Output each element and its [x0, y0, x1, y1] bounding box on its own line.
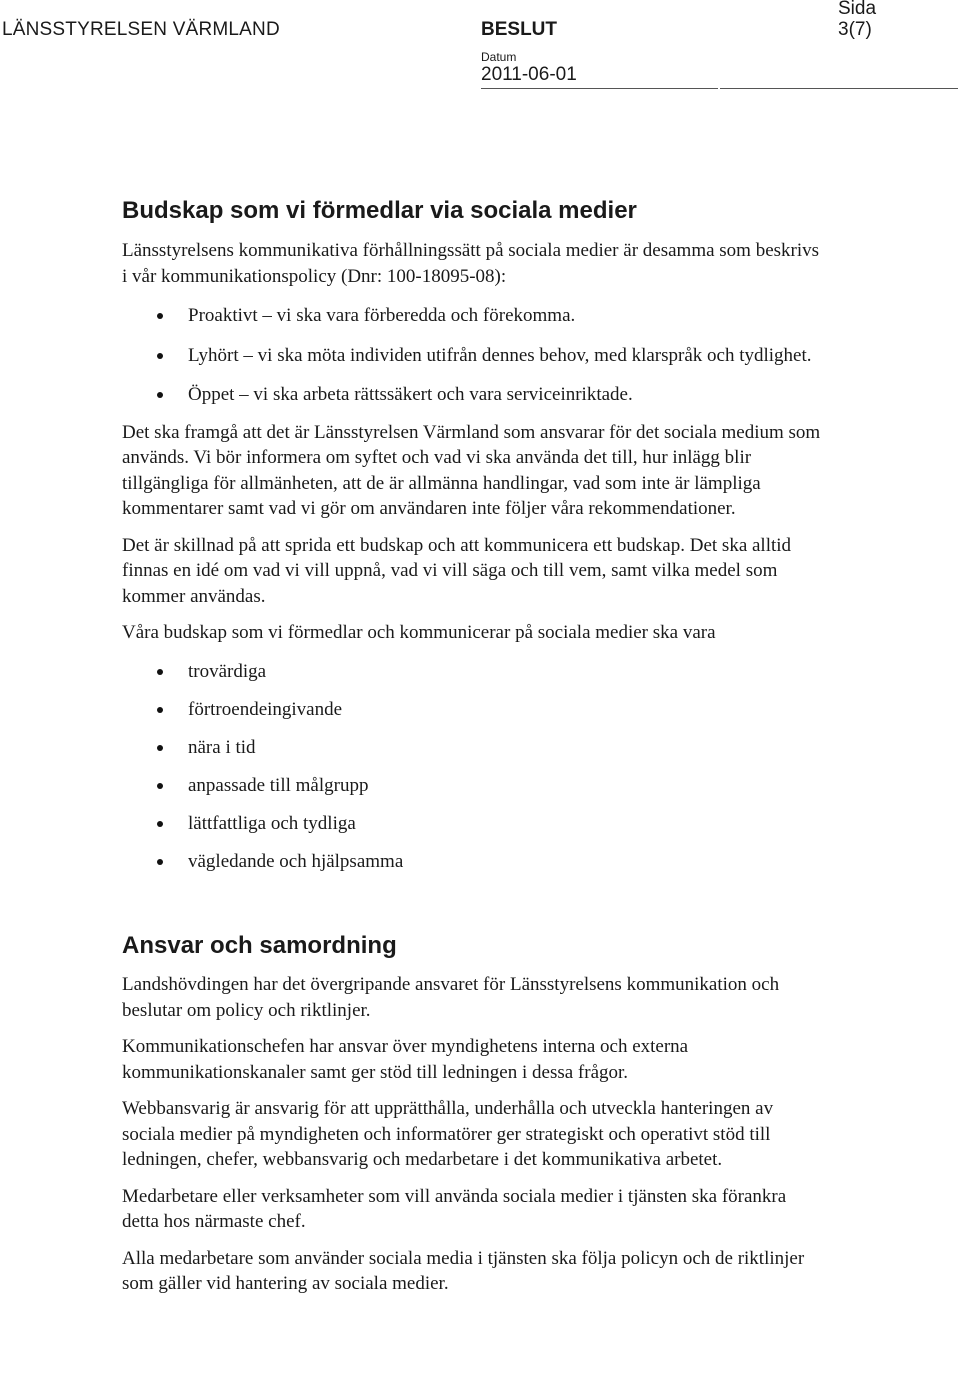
document-body: [122, 196, 822, 1297]
list-item: vägledande och hjälpsamma: [122, 849, 822, 875]
list-item: anpassade till målgrupp: [122, 773, 822, 799]
header-date: 2011-06-01: [481, 64, 577, 85]
list-item: Proaktivt – vi ska vara förberedda och förekomma.: [122, 303, 822, 329]
list-item: lättfattliga och tydliga: [122, 811, 822, 837]
bullet-icon: [157, 353, 163, 359]
bullet-icon: [157, 392, 163, 398]
bullet-icon: [157, 821, 163, 827]
header-page-label: Sida: [838, 0, 877, 19]
document-header: [0, 0, 960, 90]
bullet-icon: [157, 859, 163, 865]
paragraph-governor: Landshövdingen har det övergripande ansvaret för Länsstyrelsens kommunikation och beslutar om policy och riktlinjer.: [122, 974, 780, 1021]
paragraph-comms-chief: Kommunikationschefen har ansvar över myndighetens interna och externa kommunikationskanaler samt ger stöd till ledningen i dessa frågor.: [122, 1036, 689, 1083]
bullet-icon: [157, 745, 163, 751]
list-item: förtroendeingivande: [122, 697, 822, 723]
intro-paragraph: Länsstyrelsens kommunikativa förhållningssätt på sociala medier är desamma som beskrivs i vår kommunikationspolicy (Dnr: 100-18095-08):: [122, 240, 820, 287]
section-heading-ansvar: Ansvar och samordning: [122, 932, 397, 959]
list-item: Öppet – vi ska arbeta rättssäkert och vara serviceinriktade.: [122, 382, 822, 408]
paragraph-responsibility: Det ska framgå att det är Länsstyrelsen Värmland som ansvarar för det sociala medium som används. Vi bör informera om syftet och vad vi ska använda det till, hur inlägg blir tillgängliga för allmänheten, att de är allmänna handlingar, vad som inte är lämpliga kommentarer samt vad vi gör om användaren inte följer våra rekommendationer.: [122, 421, 821, 519]
bullet-icon: [157, 783, 163, 789]
bullet-icon: [157, 313, 163, 319]
paragraph-web-manager: Webbansvarig är ansvarig för att upprätthålla, underhålla och utveckla hanteringen av sociala medier på myndigheten och informatörer ger strategiskt och operativt stöd till ledningen, chefer, webbansvarig och medarbetare i det kommunikativa arbetet.: [122, 1098, 774, 1170]
principles-list: [122, 303, 822, 408]
header-organization: LÄNSSTYRELSEN VÄRMLAND: [2, 19, 280, 40]
bullet-icon: [157, 707, 163, 713]
qualities-list: [122, 659, 822, 875]
header-document-type: BESLUT: [481, 19, 557, 40]
header-date-label: Datum: [481, 50, 517, 64]
header-rule-right: [720, 88, 958, 89]
header-rule-left: [481, 88, 718, 89]
section-heading-budskap: Budskap som vi förmedlar via sociala medier: [122, 197, 637, 224]
paragraph-employees: Medarbetare eller verksamheter som vill använda sociala medier i tjänsten ska förankra detta hos närmaste chef.: [122, 1185, 787, 1232]
bullet-icon: [157, 669, 163, 675]
paragraph-all-employees: Alla medarbetare som använder sociala media i tjänsten ska följa policyn och de riktlinjer som gäller vid hantering av sociala medier.: [122, 1247, 805, 1294]
paragraph-difference: Det är skillnad på att sprida ett budskap och att kommunicera ett budskap. Det ska alltid finnas en idé om vad vi vill uppnå, vad vi vill säga och till vem, samt vilka medel som kommer användas.: [122, 534, 792, 607]
paragraph-messages: Våra budskap som vi förmedlar och kommunicerar på sociala medier ska vara: [122, 622, 716, 643]
header-page-number: 3(7): [838, 19, 872, 40]
list-item: trovärdiga: [122, 659, 822, 685]
list-item: nära i tid: [122, 735, 822, 761]
list-item: Lyhört – vi ska möta individen utifrån dennes behov, med klarspråk och tydlighet.: [122, 343, 822, 369]
